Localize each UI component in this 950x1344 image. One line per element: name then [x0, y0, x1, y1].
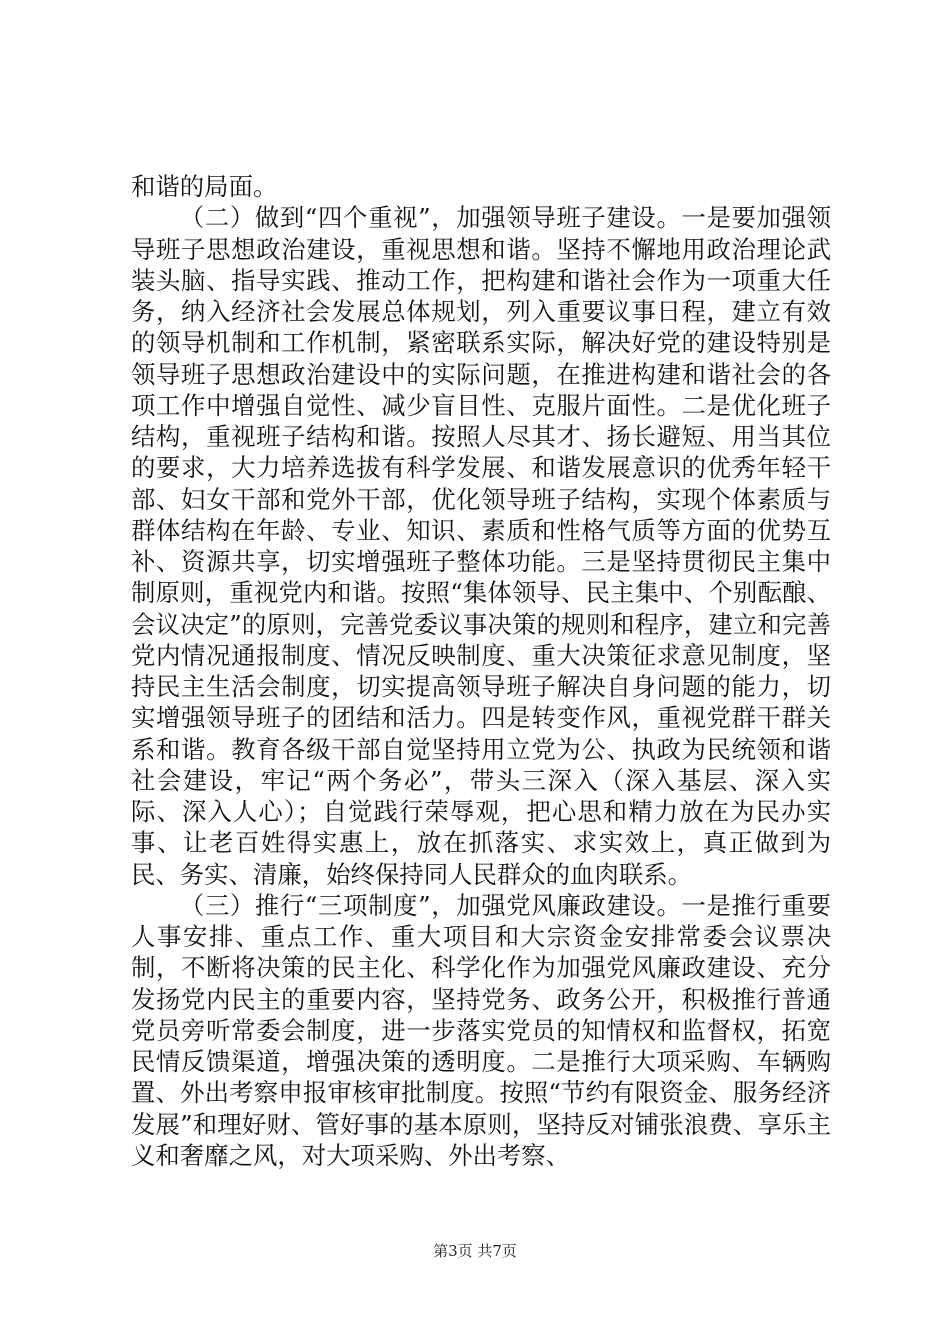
- document-body: [131, 171, 831, 1171]
- paragraph-leadership-team: （二）做到“四个重视”，加强领导班子建设。一是要加强领导班子思想政治建设，重视思想和谐。坚持不懈地用政治理论武装头脑、指导实践、推动工作，把构建和谐社会作为一项重大任务，纳入经济社会发展总体规划，列入重要议事日程，建立有效的领导机制和工作机制，紧密联系实际，解决好党的建设特别是领导班子思想政治建设中的实际问题，在推进构建和谐社会的各项工作中增强自觉性、减少盲目性、克服片面性。二是优化班子结构，重视班子结构和谐。按照人尽其才、扬长避短、用当其位的要求，大力培养选拔有科学发展、和谐发展意识的优秀年轻干部、妇女干部和党外干部，优化领导班子结构，实现个体素质与群体结构在年龄、专业、知识、素质和性格气质等方面的优势互补、资源共享，切实增强班子整体功能。三是坚持贯彻民主集中制原则，重视党内和谐。按照“集体领导、民主集中、个别酝酿、会议决定”的原则，完善党委议事决策的规则和程序，建立和完善党内情况通报制度、情况反映制度、重大决策征求意见制度，坚持民主生活会制度，切实提高领导班子解决自身问题的能力，切实增强领导班子的团结和活力。四是转变作风，重视党群干群关系和谐。教育各级干部自觉坚持用立党为公、执政为民统领和谐社会建设，牢记“两个务必”，带头三深入（深入基层、深入实际、深入人心）；自觉践行荣辱观，把心思和精力放在为民办实事、让老百姓得实惠上，放在抓落实、求实效上，真正做到为民、务实、清廉，始终保持同人民群众的血肉联系。: [131, 203, 831, 889]
- paragraph-continuation: 和谐的局面。: [131, 172, 278, 201]
- paragraph-clean-governance: （三）推行“三项制度”，加强党风廉政建设。一是推行重要人事安排、重点工作、重大项目和大宗资金安排常委会议票决制，不断将决策的民主化、科学化作为加强党风廉政建设、充分发扬党内民主的重要内容，坚持党务、政务公开，积极推行普通党员旁听常委会制度，进一步落实党员的知情权和监督权，拓宽民情反馈渠道，增强决策的透明度。二是推行大项采购、车辆购置、外出考察申报审核审批制度。按照“节约有限资金、服务经济发展”和理好财、管好事的基本原则，坚持反对铺张浪费、享乐主义和奢靡之风，对大项采购、外出考察、: [131, 890, 831, 1170]
- page-footer: 第3页 共7页: [433, 1242, 517, 1260]
